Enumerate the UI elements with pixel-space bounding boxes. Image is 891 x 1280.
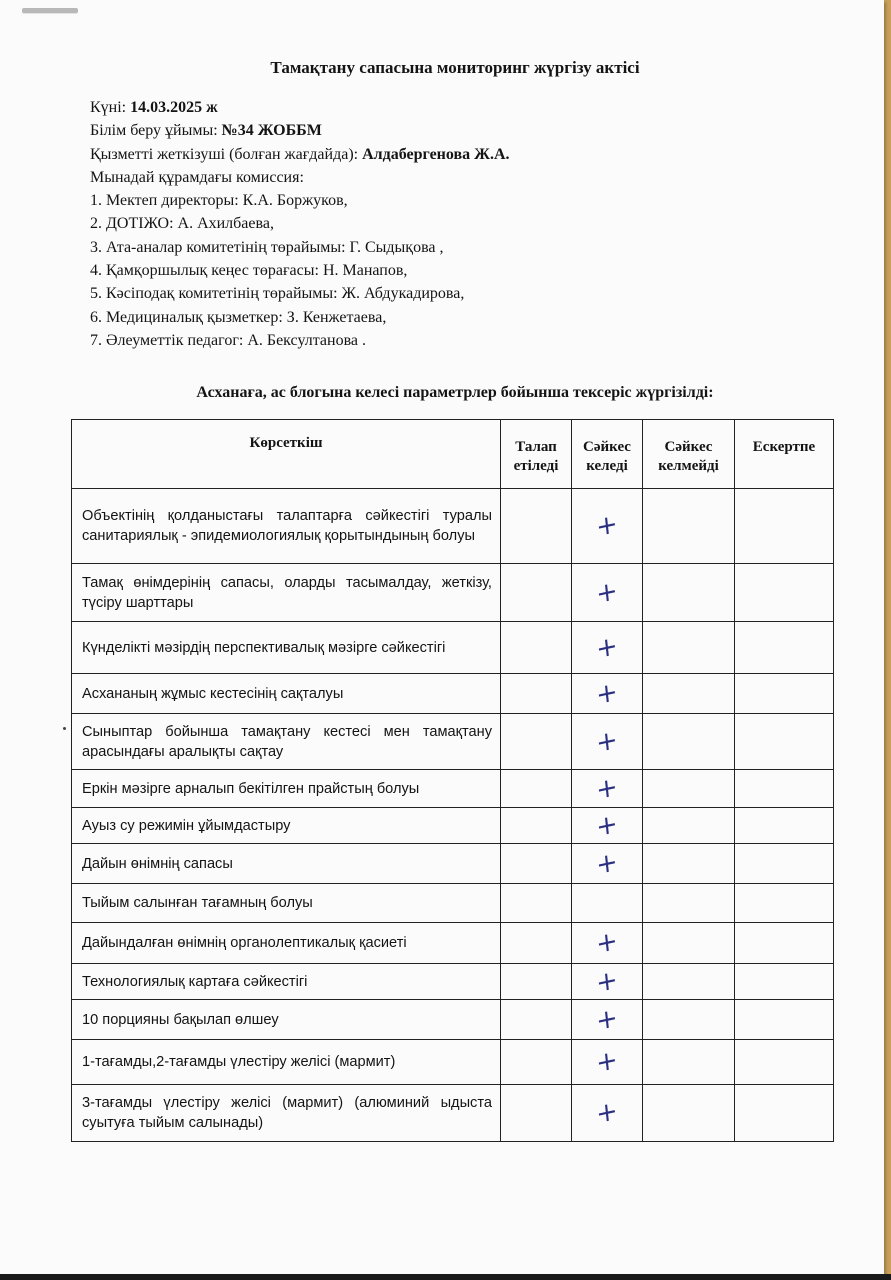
indicator-cell: Дайын өнімнің сапасы xyxy=(72,844,501,884)
table-row xyxy=(72,844,834,884)
scan-edge xyxy=(0,1274,891,1280)
noncompliant-cell xyxy=(643,489,735,564)
required-cell xyxy=(501,884,572,923)
noncompliant-cell xyxy=(643,923,735,964)
noncompliant-cell xyxy=(643,622,735,674)
required-cell xyxy=(501,770,572,808)
indicator-cell: Еркін мәзірге арналып бекітілген прайстың болуы xyxy=(72,770,501,808)
noncompliant-cell xyxy=(643,714,735,770)
noncompliant-cell xyxy=(643,844,735,884)
required-cell xyxy=(501,923,572,964)
handwritten-check-mark: + xyxy=(594,630,620,665)
handwritten-check-mark: + xyxy=(594,508,620,544)
compliant-cell xyxy=(572,674,643,714)
indicator-cell: Ауыз су режимін ұйымдастыру xyxy=(72,808,501,844)
handwritten-check-mark: + xyxy=(594,771,620,806)
date-line xyxy=(90,96,810,119)
required-cell xyxy=(501,808,572,844)
compliant-cell xyxy=(572,622,643,674)
indicator-cell: Күнделікті мәзірдің перспективалық мәзірге сәйкестігі xyxy=(72,622,501,674)
noncompliant-cell xyxy=(643,884,735,923)
handwritten-check-mark: + xyxy=(594,575,620,610)
noncompliant-cell xyxy=(643,964,735,1000)
indicator-cell: 1-тағамды,2-тағамды үлестіру желісі (мармит) xyxy=(72,1040,501,1085)
compliant-cell xyxy=(572,964,643,1000)
scan-speck xyxy=(63,727,66,730)
note-cell xyxy=(735,1000,834,1040)
indicator-cell: 10 порцияны бақылап өлшеу xyxy=(72,1000,501,1040)
header-indicator: Көрсеткіш xyxy=(72,420,501,489)
indicator-cell: Дайындалған өнімнің органолептикалық қасиеті xyxy=(72,923,501,964)
noncompliant-cell xyxy=(643,1000,735,1040)
required-cell xyxy=(501,1000,572,1040)
table-body xyxy=(72,489,834,1142)
table-row xyxy=(72,1085,834,1142)
note-cell xyxy=(735,622,834,674)
indicator-cell: Технологиялық картаға сәйкестігі xyxy=(72,964,501,1000)
table-row xyxy=(72,674,834,714)
noncompliant-cell xyxy=(643,808,735,844)
note-cell xyxy=(735,714,834,770)
noncompliant-cell xyxy=(643,674,735,714)
noncompliant-cell xyxy=(643,1085,735,1142)
compliant-cell xyxy=(572,770,643,808)
commission-member: 2. ДОТІЖО: А. Ахилбаева, xyxy=(90,215,274,233)
indicator-cell: Тамақ өнімдерінің сапасы, оларды тасымалдау, жеткізу, түсіру шарттары xyxy=(72,564,501,622)
compliant-cell xyxy=(572,714,643,770)
commission-member: 4. Қамқоршылық кеңес төрағасы: Н. Манапов, xyxy=(90,262,408,280)
handwritten-check-mark: + xyxy=(594,1002,620,1037)
note-cell xyxy=(735,964,834,1000)
table-row xyxy=(72,1040,834,1085)
table-row xyxy=(72,489,834,564)
note-cell xyxy=(735,1040,834,1085)
table-row xyxy=(72,923,834,964)
compliant-cell xyxy=(572,884,643,923)
provider-label: Қызметті жеткізуші (болған жағдайда): xyxy=(90,145,359,163)
note-cell xyxy=(735,884,834,923)
commission-list xyxy=(90,189,810,352)
noncompliant-cell xyxy=(643,770,735,808)
note-cell xyxy=(735,844,834,884)
provider-value: Алдабергенова Ж.А. xyxy=(362,145,510,163)
inspection-table xyxy=(71,419,834,1142)
required-cell xyxy=(501,489,572,564)
handwritten-check-mark: + xyxy=(594,846,620,881)
required-cell xyxy=(501,674,572,714)
document-title: Тамақтану сапасына мониторинг жүргізу актісі xyxy=(270,58,640,77)
compliant-cell xyxy=(572,923,643,964)
header-required: Талап етіледі xyxy=(501,420,572,489)
commission-member: 7. Әлеуметтік педагог: А. Бексултанова . xyxy=(90,331,367,349)
noncompliant-cell xyxy=(643,1040,735,1085)
noncompliant-cell xyxy=(643,564,735,622)
staple xyxy=(22,8,78,13)
header-note: Ескертпе xyxy=(735,420,834,489)
commission-member: 5. Кәсіподақ комитетінің төрайымы: Ж. Абдукадирова, xyxy=(90,285,465,303)
handwritten-check-mark: + xyxy=(594,808,620,843)
required-cell xyxy=(501,964,572,1000)
required-cell xyxy=(501,564,572,622)
table-row xyxy=(72,714,834,770)
commission-member: 6. Медициналық қызметкер: З. Кенжетаева, xyxy=(90,308,387,326)
handwritten-check-mark: + xyxy=(594,964,620,999)
note-cell xyxy=(735,489,834,564)
handwritten-check-mark: + xyxy=(594,724,620,759)
handwritten-check-mark: + xyxy=(594,1095,620,1131)
indicator-cell: Сыныптар бойынша тамақтану кестесі мен тамақтану арасындағы аралықты сақтау xyxy=(72,714,501,770)
table-row xyxy=(72,622,834,674)
header-noncompliant: Сәйкес келмейді xyxy=(643,420,735,489)
table-row xyxy=(72,1000,834,1040)
table-header-row xyxy=(72,420,834,489)
compliant-cell xyxy=(572,1085,643,1142)
note-cell xyxy=(735,1085,834,1142)
handwritten-check-mark: + xyxy=(594,676,620,711)
table-row xyxy=(72,808,834,844)
compliant-cell xyxy=(572,844,643,884)
commission-member: 1. Мектеп директоры: К.А. Боржуков, xyxy=(90,192,348,210)
required-cell xyxy=(501,622,572,674)
date-label: Күні: xyxy=(90,99,127,116)
table-row xyxy=(72,884,834,923)
document-info xyxy=(90,96,810,352)
required-cell xyxy=(501,714,572,770)
note-cell xyxy=(735,674,834,714)
note-cell xyxy=(735,564,834,622)
note-cell xyxy=(735,923,834,964)
handwritten-check-mark: + xyxy=(594,1044,620,1080)
org-value: №34 ЖОББМ xyxy=(221,122,322,140)
handwritten-check-mark: + xyxy=(594,925,620,961)
compliant-cell xyxy=(572,808,643,844)
org-line xyxy=(90,119,810,142)
compliant-cell xyxy=(572,489,643,564)
indicator-cell: Объектінің қолданыстағы талаптарға сәйкестігі туралы санитариялық - эпидемиологиялық қорытындының болуы xyxy=(72,489,501,564)
provider-line xyxy=(90,143,810,166)
org-label: Білім беру ұйымы: xyxy=(90,122,218,140)
required-cell xyxy=(501,1085,572,1142)
compliant-cell xyxy=(572,1000,643,1040)
required-cell xyxy=(501,844,572,884)
compliant-cell xyxy=(572,1040,643,1085)
table-row xyxy=(72,964,834,1000)
header-compliant: Сәйкес келеді xyxy=(572,420,643,489)
note-cell xyxy=(735,770,834,808)
compliant-cell xyxy=(572,564,643,622)
commission-member: 3. Ата-аналар комитетінің төрайымы: Г. Сыдықова , xyxy=(90,238,444,256)
commission-intro: Мынадай құрамдағы комиссия: xyxy=(90,168,304,186)
date-value: 14.03.2025 ж xyxy=(130,99,218,116)
table-row xyxy=(72,770,834,808)
indicator-cell: Асхананың жұмыс кестесінің сақталуы xyxy=(72,674,501,714)
indicator-cell: 3-тағамды үлестіру желісі (мармит) (алюминий ыдыста суытуға тыйым салынады) xyxy=(72,1085,501,1142)
indicator-cell: Тыйым салынған тағамның болуы xyxy=(72,884,501,923)
required-cell xyxy=(501,1040,572,1085)
table-row xyxy=(72,564,834,622)
note-cell xyxy=(735,808,834,844)
section-title: Асханаға, ас блогына келесі параметрлер бойынша тексеріс жүргізілді: xyxy=(196,384,714,401)
